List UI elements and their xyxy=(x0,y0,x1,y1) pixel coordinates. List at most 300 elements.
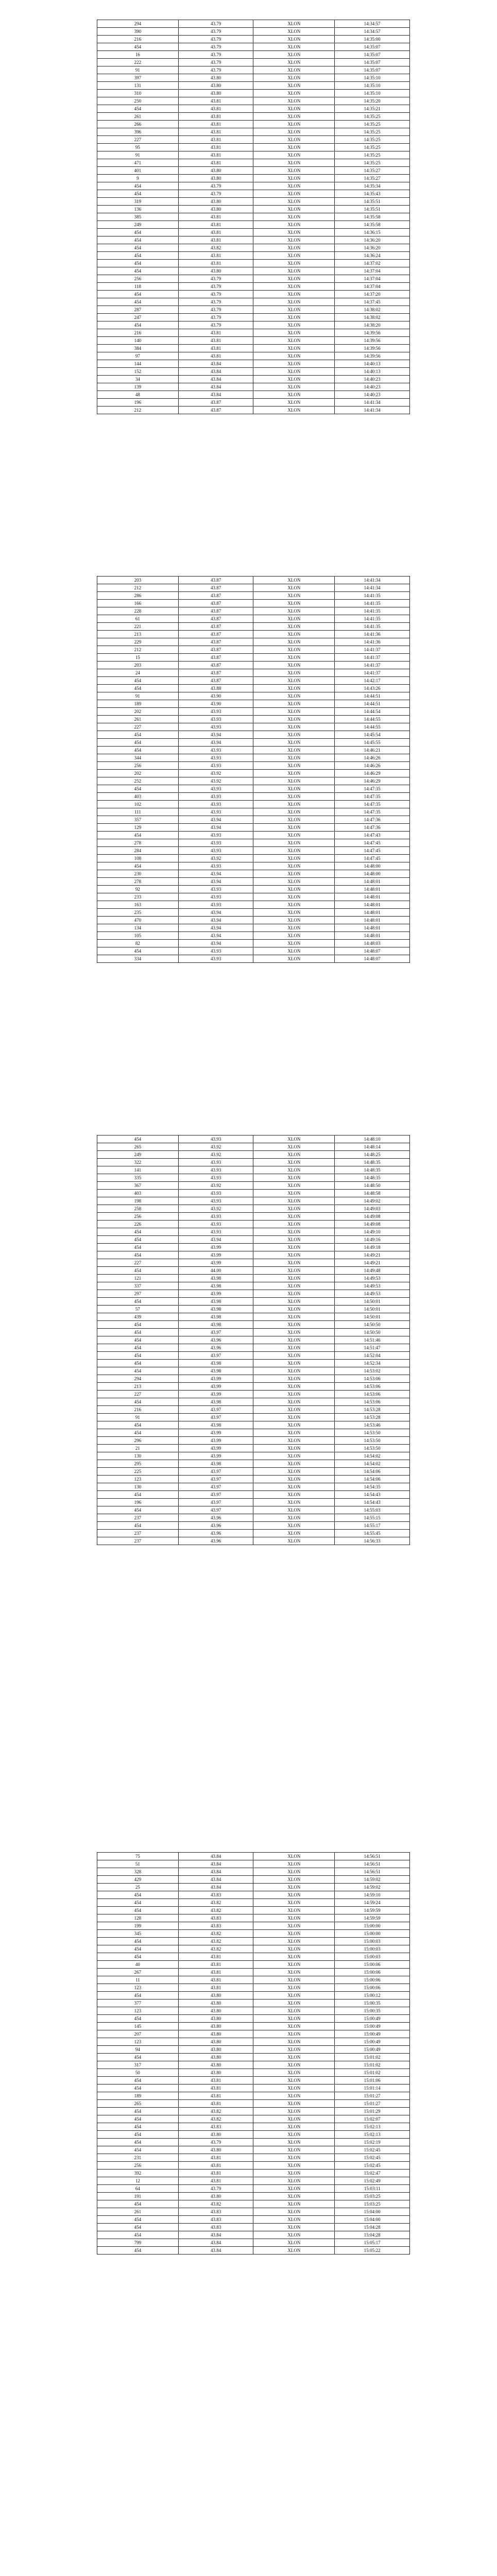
venue-cell: XLON xyxy=(253,2115,335,2123)
volume-cell: 61 xyxy=(97,615,179,623)
price-cell: 43.87 xyxy=(178,592,253,600)
time-cell: 14:35:58 xyxy=(335,213,410,221)
time-cell: 14:49:18 xyxy=(335,1244,410,1251)
time-cell: 14:35:51 xyxy=(335,198,410,206)
venue-cell: XLON xyxy=(253,708,335,716)
time-cell: 15:01:06 xyxy=(335,2077,410,2084)
time-cell: 14:41:37 xyxy=(335,662,410,669)
price-cell: 43.96 xyxy=(178,1336,253,1344)
table-row xyxy=(97,1221,410,1228)
price-cell: 43.93 xyxy=(178,1213,253,1221)
time-cell: 14:59:02 xyxy=(335,1876,410,1884)
price-cell: 43.98 xyxy=(178,1282,253,1290)
time-cell: 15:02:13 xyxy=(335,2131,410,2139)
venue-cell: XLON xyxy=(253,2015,335,2023)
price-cell: 43.81 xyxy=(178,2162,253,2170)
time-cell: 15:00:49 xyxy=(335,2030,410,2038)
venue-cell: XLON xyxy=(253,2200,335,2208)
venue-cell: XLON xyxy=(253,1290,335,1298)
time-cell: 14:49:53 xyxy=(335,1290,410,1298)
price-cell: 43.79 xyxy=(178,182,253,190)
venue-cell: XLON xyxy=(253,1367,335,1375)
table-row xyxy=(97,1961,410,1969)
volume-cell: 91 xyxy=(97,151,179,159)
price-cell: 43.84 xyxy=(178,376,253,383)
time-cell: 14:59:02 xyxy=(335,1884,410,1891)
price-cell: 43.93 xyxy=(178,893,253,901)
price-cell: 43.93 xyxy=(178,862,253,870)
volume-cell: 454 xyxy=(97,1506,179,1514)
table-row xyxy=(97,1321,410,1329)
price-cell: 43.81 xyxy=(178,337,253,345)
volume-cell: 471 xyxy=(97,159,179,167)
table-row xyxy=(97,1853,410,1860)
table-row xyxy=(97,700,410,708)
price-cell: 43.81 xyxy=(178,2084,253,2092)
volume-cell: 95 xyxy=(97,144,179,151)
table-row xyxy=(97,1537,410,1545)
price-cell: 43.82 xyxy=(178,2200,253,2208)
price-cell: 43.99 xyxy=(178,1375,253,1383)
venue-cell: XLON xyxy=(253,329,335,337)
volume-cell: 229 xyxy=(97,638,179,646)
price-cell: 43.80 xyxy=(178,2038,253,2046)
volume-cell: 24 xyxy=(97,669,179,677)
time-cell: 15:02:45 xyxy=(335,2154,410,2162)
venue-cell: XLON xyxy=(253,121,335,128)
venue-cell: XLON xyxy=(253,2061,335,2069)
price-cell: 43.98 xyxy=(178,1460,253,1468)
price-cell: 43.94 xyxy=(178,1236,253,1244)
time-cell: 14:46:29 xyxy=(335,777,410,785)
table-row xyxy=(97,1437,410,1445)
volume-cell: 278 xyxy=(97,878,179,886)
time-cell: 14:41:34 xyxy=(335,406,410,414)
time-cell: 14:49:21 xyxy=(335,1251,410,1259)
venue-cell: XLON xyxy=(253,1899,335,1907)
table-row xyxy=(97,1336,410,1344)
price-cell: 43.93 xyxy=(178,901,253,909)
venue-cell: XLON xyxy=(253,855,335,862)
price-cell: 43.98 xyxy=(178,1313,253,1321)
table-row xyxy=(97,955,410,963)
time-cell: 14:48:35 xyxy=(335,1166,410,1174)
price-cell: 43.79 xyxy=(178,306,253,314)
volume-cell: 225 xyxy=(97,1468,179,1476)
price-cell: 43.80 xyxy=(178,2131,253,2139)
volume-cell: 227 xyxy=(97,136,179,144)
price-cell: 43.79 xyxy=(178,43,253,51)
venue-cell: XLON xyxy=(253,1437,335,1445)
price-cell: 43.93 xyxy=(178,1159,253,1166)
volume-cell: 454 xyxy=(97,947,179,955)
time-cell: 14:47:45 xyxy=(335,855,410,862)
venue-cell: XLON xyxy=(253,1190,335,1197)
volume-cell: 216 xyxy=(97,1406,179,1414)
price-cell: 43.80 xyxy=(178,1999,253,2007)
venue-cell: XLON xyxy=(253,1313,335,1321)
table-row xyxy=(97,1907,410,1914)
volume-cell: 454 xyxy=(97,2115,179,2123)
table-row xyxy=(97,90,410,97)
price-cell: 43.93 xyxy=(178,1190,253,1197)
time-cell: 14:35:58 xyxy=(335,221,410,229)
time-cell: 14:44:55 xyxy=(335,716,410,723)
venue-cell: XLON xyxy=(253,1244,335,1251)
time-cell: 14:35:25 xyxy=(335,144,410,151)
price-cell: 43.98 xyxy=(178,1398,253,1406)
table-row xyxy=(97,260,410,267)
volume-cell: 249 xyxy=(97,1151,179,1159)
time-cell: 15:00:00 xyxy=(335,1922,410,1930)
table-row xyxy=(97,182,410,190)
table-row xyxy=(97,1406,410,1414)
table-row xyxy=(97,2069,410,2077)
table-row xyxy=(97,824,410,832)
volume-cell: 454 xyxy=(97,2216,179,2224)
volume-cell: 319 xyxy=(97,198,179,206)
price-cell: 43.81 xyxy=(178,2092,253,2100)
table-row xyxy=(97,66,410,74)
table-row xyxy=(97,909,410,917)
volume-cell: 129 xyxy=(97,824,179,832)
venue-cell: XLON xyxy=(253,2084,335,2092)
volume-cell: 231 xyxy=(97,2154,179,2162)
venue-cell: XLON xyxy=(253,662,335,669)
venue-cell: XLON xyxy=(253,1506,335,1514)
time-cell: 15:04:28 xyxy=(335,2231,410,2239)
time-cell: 14:46:21 xyxy=(335,747,410,754)
venue-cell: XLON xyxy=(253,1166,335,1174)
price-cell: 43.81 xyxy=(178,236,253,244)
venue-cell: XLON xyxy=(253,2069,335,2077)
volume-cell: 357 xyxy=(97,816,179,824)
time-cell: 14:50:50 xyxy=(335,1329,410,1336)
price-cell: 43.93 xyxy=(178,1166,253,1174)
time-cell: 14:42:17 xyxy=(335,677,410,685)
time-cell: 14:53:06 xyxy=(335,1391,410,1398)
time-cell: 14:35:25 xyxy=(335,151,410,159)
price-cell: 43.93 xyxy=(178,723,253,731)
table-row xyxy=(97,1445,410,1452)
table-row xyxy=(97,2054,410,2061)
venue-cell: XLON xyxy=(253,1530,335,1537)
table-row xyxy=(97,832,410,839)
volume-cell: 454 xyxy=(97,229,179,236)
venue-cell: XLON xyxy=(253,97,335,105)
venue-cell: XLON xyxy=(253,1969,335,1976)
venue-cell: XLON xyxy=(253,1522,335,1530)
price-cell: 43.98 xyxy=(178,1298,253,1306)
volume-cell: 94 xyxy=(97,2046,179,2054)
venue-cell: XLON xyxy=(253,1945,335,1953)
venue-cell: XLON xyxy=(253,105,335,113)
volume-cell: 57 xyxy=(97,1306,179,1313)
volume-cell: 266 xyxy=(97,121,179,128)
table-row xyxy=(97,2200,410,2208)
time-cell: 15:01:27 xyxy=(335,2092,410,2100)
volume-cell: 454 xyxy=(97,1236,179,1244)
venue-cell: XLON xyxy=(253,1352,335,1360)
table-row xyxy=(97,1868,410,1876)
price-cell: 43.87 xyxy=(178,584,253,592)
time-cell: 14:49:08 xyxy=(335,1221,410,1228)
table-row xyxy=(97,291,410,298)
venue-cell: XLON xyxy=(253,870,335,878)
time-cell: 15:02:49 xyxy=(335,2177,410,2185)
volume-cell: 454 xyxy=(97,2077,179,2084)
venue-cell: XLON xyxy=(253,321,335,329)
time-cell: 14:53:50 xyxy=(335,1437,410,1445)
table-row xyxy=(97,121,410,128)
table-row xyxy=(97,283,410,291)
price-cell: 43.92 xyxy=(178,1205,253,1213)
time-cell: 14:47:36 xyxy=(335,824,410,832)
time-cell: 14:47:35 xyxy=(335,801,410,808)
time-cell: 14:39:56 xyxy=(335,352,410,360)
time-cell: 14:53:28 xyxy=(335,1406,410,1414)
price-cell: 43.80 xyxy=(178,2146,253,2154)
table-row xyxy=(97,770,410,777)
price-cell: 43.79 xyxy=(178,36,253,43)
table-row xyxy=(97,314,410,321)
time-cell: 15:02:19 xyxy=(335,2139,410,2146)
price-cell: 43.96 xyxy=(178,1537,253,1545)
venue-cell: XLON xyxy=(253,1922,335,1930)
table-row xyxy=(97,352,410,360)
table-row xyxy=(97,947,410,955)
time-cell: 14:55:17 xyxy=(335,1522,410,1530)
table-row xyxy=(97,2123,410,2131)
table-row xyxy=(97,638,410,646)
trade-table xyxy=(97,1135,410,1545)
time-cell: 14:59:10 xyxy=(335,1891,410,1899)
time-cell: 14:40:23 xyxy=(335,391,410,399)
table-row xyxy=(97,785,410,793)
table-row xyxy=(97,731,410,739)
volume-cell: 202 xyxy=(97,770,179,777)
volume-cell: 163 xyxy=(97,901,179,909)
price-cell: 43.94 xyxy=(178,870,253,878)
venue-cell: XLON xyxy=(253,383,335,391)
volume-cell: 454 xyxy=(97,1251,179,1259)
venue-cell: XLON xyxy=(253,600,335,607)
volume-cell: 131 xyxy=(97,82,179,90)
table-row xyxy=(97,2231,410,2239)
table-row xyxy=(97,592,410,600)
time-cell: 14:56:51 xyxy=(335,1868,410,1876)
table-row xyxy=(97,2092,410,2100)
price-cell: 43.81 xyxy=(178,252,253,260)
table-row xyxy=(97,1421,410,1429)
volume-cell: 454 xyxy=(97,244,179,252)
time-cell: 14:47:35 xyxy=(335,808,410,816)
price-cell: 43.96 xyxy=(178,1530,253,1537)
volume-cell: 454 xyxy=(97,1899,179,1907)
time-cell: 14:54:43 xyxy=(335,1499,410,1506)
table-row xyxy=(97,615,410,623)
volume-cell: 227 xyxy=(97,1259,179,1267)
volume-cell: 454 xyxy=(97,190,179,198)
price-cell: 43.81 xyxy=(178,151,253,159)
volume-cell: 454 xyxy=(97,2054,179,2061)
venue-cell: XLON xyxy=(253,229,335,236)
price-cell: 43.93 xyxy=(178,716,253,723)
time-cell: 14:35:34 xyxy=(335,182,410,190)
volume-cell: 390 xyxy=(97,28,179,36)
price-cell: 43.97 xyxy=(178,1491,253,1499)
price-cell: 43.81 xyxy=(178,1961,253,1969)
table-row xyxy=(97,36,410,43)
volume-cell: 256 xyxy=(97,762,179,770)
volume-cell: 191 xyxy=(97,2193,179,2200)
price-cell: 43.81 xyxy=(178,260,253,267)
table-row xyxy=(97,1930,410,1938)
time-cell: 15:00:03 xyxy=(335,1938,410,1945)
volume-cell: 454 xyxy=(97,1267,179,1275)
time-cell: 15:03:25 xyxy=(335,2200,410,2208)
time-cell: 14:36:20 xyxy=(335,244,410,252)
time-cell: 14:47:43 xyxy=(335,832,410,839)
venue-cell: XLON xyxy=(253,2208,335,2216)
table-row xyxy=(97,1190,410,1197)
venue-cell: XLON xyxy=(253,51,335,59)
time-cell: 15:04:28 xyxy=(335,2224,410,2231)
volume-cell: 237 xyxy=(97,1530,179,1537)
time-cell: 14:35:27 xyxy=(335,167,410,175)
venue-cell: XLON xyxy=(253,406,335,414)
venue-cell: XLON xyxy=(253,1930,335,1938)
venue-cell: XLON xyxy=(253,607,335,615)
volume-cell: 233 xyxy=(97,893,179,901)
venue-cell: XLON xyxy=(253,2100,335,2108)
volume-cell: 454 xyxy=(97,1945,179,1953)
table-row xyxy=(97,1514,410,1522)
table-row xyxy=(97,1313,410,1321)
time-cell: 14:51:47 xyxy=(335,1344,410,1352)
time-cell: 14:54:02 xyxy=(335,1460,410,1468)
volume-cell: 454 xyxy=(97,1321,179,1329)
time-cell: 14:54:06 xyxy=(335,1468,410,1476)
table-row xyxy=(97,816,410,824)
table-row xyxy=(97,97,410,105)
price-cell: 43.84 xyxy=(178,2247,253,2255)
table-row xyxy=(97,2131,410,2139)
time-cell: 14:59:59 xyxy=(335,1914,410,1922)
venue-cell: XLON xyxy=(253,74,335,82)
price-cell: 43.81 xyxy=(178,229,253,236)
table-row xyxy=(97,2038,410,2046)
venue-cell: XLON xyxy=(253,159,335,167)
volume-cell: 11 xyxy=(97,1976,179,1984)
time-cell: 15:00:06 xyxy=(335,1961,410,1969)
volume-cell: 454 xyxy=(97,2131,179,2139)
time-cell: 14:49:10 xyxy=(335,1228,410,1236)
venue-cell: XLON xyxy=(253,1205,335,1213)
time-cell: 14:53:50 xyxy=(335,1429,410,1437)
price-cell: 43.80 xyxy=(178,1992,253,1999)
table-row xyxy=(97,1530,410,1537)
venue-cell: XLON xyxy=(253,2216,335,2224)
venue-cell: XLON xyxy=(253,113,335,121)
price-cell: 43.81 xyxy=(178,221,253,229)
table-row xyxy=(97,1452,410,1460)
price-cell: 43.94 xyxy=(178,731,253,739)
table-row xyxy=(97,1383,410,1391)
venue-cell: XLON xyxy=(253,1884,335,1891)
time-cell: 14:54:35 xyxy=(335,1483,410,1491)
table-row xyxy=(97,2139,410,2146)
price-cell: 43.92 xyxy=(178,1143,253,1151)
time-cell: 15:01:02 xyxy=(335,2061,410,2069)
price-cell: 43.81 xyxy=(178,2170,253,2177)
venue-cell: XLON xyxy=(253,901,335,909)
table-row xyxy=(97,1468,410,1476)
volume-cell: 454 xyxy=(97,2108,179,2115)
price-cell: 43.93 xyxy=(178,839,253,847)
venue-cell: XLON xyxy=(253,1159,335,1166)
price-cell: 43.87 xyxy=(178,646,253,654)
venue-cell: XLON xyxy=(253,1468,335,1476)
table-row xyxy=(97,2185,410,2193)
volume-cell: 50 xyxy=(97,2069,179,2077)
price-cell: 43.84 xyxy=(178,1853,253,1860)
table-row xyxy=(97,1298,410,1306)
venue-cell: XLON xyxy=(253,1452,335,1460)
volume-cell: 454 xyxy=(97,1421,179,1429)
price-cell: 43.87 xyxy=(178,577,253,584)
table-row xyxy=(97,1236,410,1244)
venue-cell: XLON xyxy=(253,839,335,847)
time-cell: 14:47:36 xyxy=(335,816,410,824)
venue-cell: XLON xyxy=(253,1537,335,1545)
price-cell: 43.83 xyxy=(178,1922,253,1930)
venue-cell: XLON xyxy=(253,2193,335,2200)
volume-cell: 454 xyxy=(97,2084,179,2092)
venue-cell: XLON xyxy=(253,669,335,677)
table-row xyxy=(97,2247,410,2255)
time-cell: 14:49:03 xyxy=(335,1205,410,1213)
venue-cell: XLON xyxy=(253,832,335,839)
venue-cell: XLON xyxy=(253,1213,335,1221)
volume-cell: 470 xyxy=(97,917,179,924)
price-cell: 43.81 xyxy=(178,121,253,128)
venue-cell: XLON xyxy=(253,2170,335,2177)
volume-cell: 454 xyxy=(97,2247,179,2255)
table-row xyxy=(97,723,410,731)
price-cell: 43.82 xyxy=(178,1945,253,1953)
price-cell: 43.87 xyxy=(178,607,253,615)
time-cell: 14:54:02 xyxy=(335,1452,410,1460)
volume-cell: 454 xyxy=(97,1907,179,1914)
venue-cell: XLON xyxy=(253,1174,335,1182)
price-cell: 43.80 xyxy=(178,2061,253,2069)
table-row xyxy=(97,1136,410,1143)
venue-cell: XLON xyxy=(253,1344,335,1352)
table-row xyxy=(97,1391,410,1398)
table-row xyxy=(97,1282,410,1290)
price-cell: 43.97 xyxy=(178,1406,253,1414)
venue-cell: XLON xyxy=(253,631,335,638)
time-cell: 15:03:11 xyxy=(335,2185,410,2193)
volume-cell: 250 xyxy=(97,97,179,105)
price-cell: 43.98 xyxy=(178,1421,253,1429)
volume-cell: 40 xyxy=(97,1961,179,1969)
venue-cell: XLON xyxy=(253,167,335,175)
venue-cell: XLON xyxy=(253,1999,335,2007)
table-row xyxy=(97,901,410,909)
trade-table xyxy=(97,20,410,414)
